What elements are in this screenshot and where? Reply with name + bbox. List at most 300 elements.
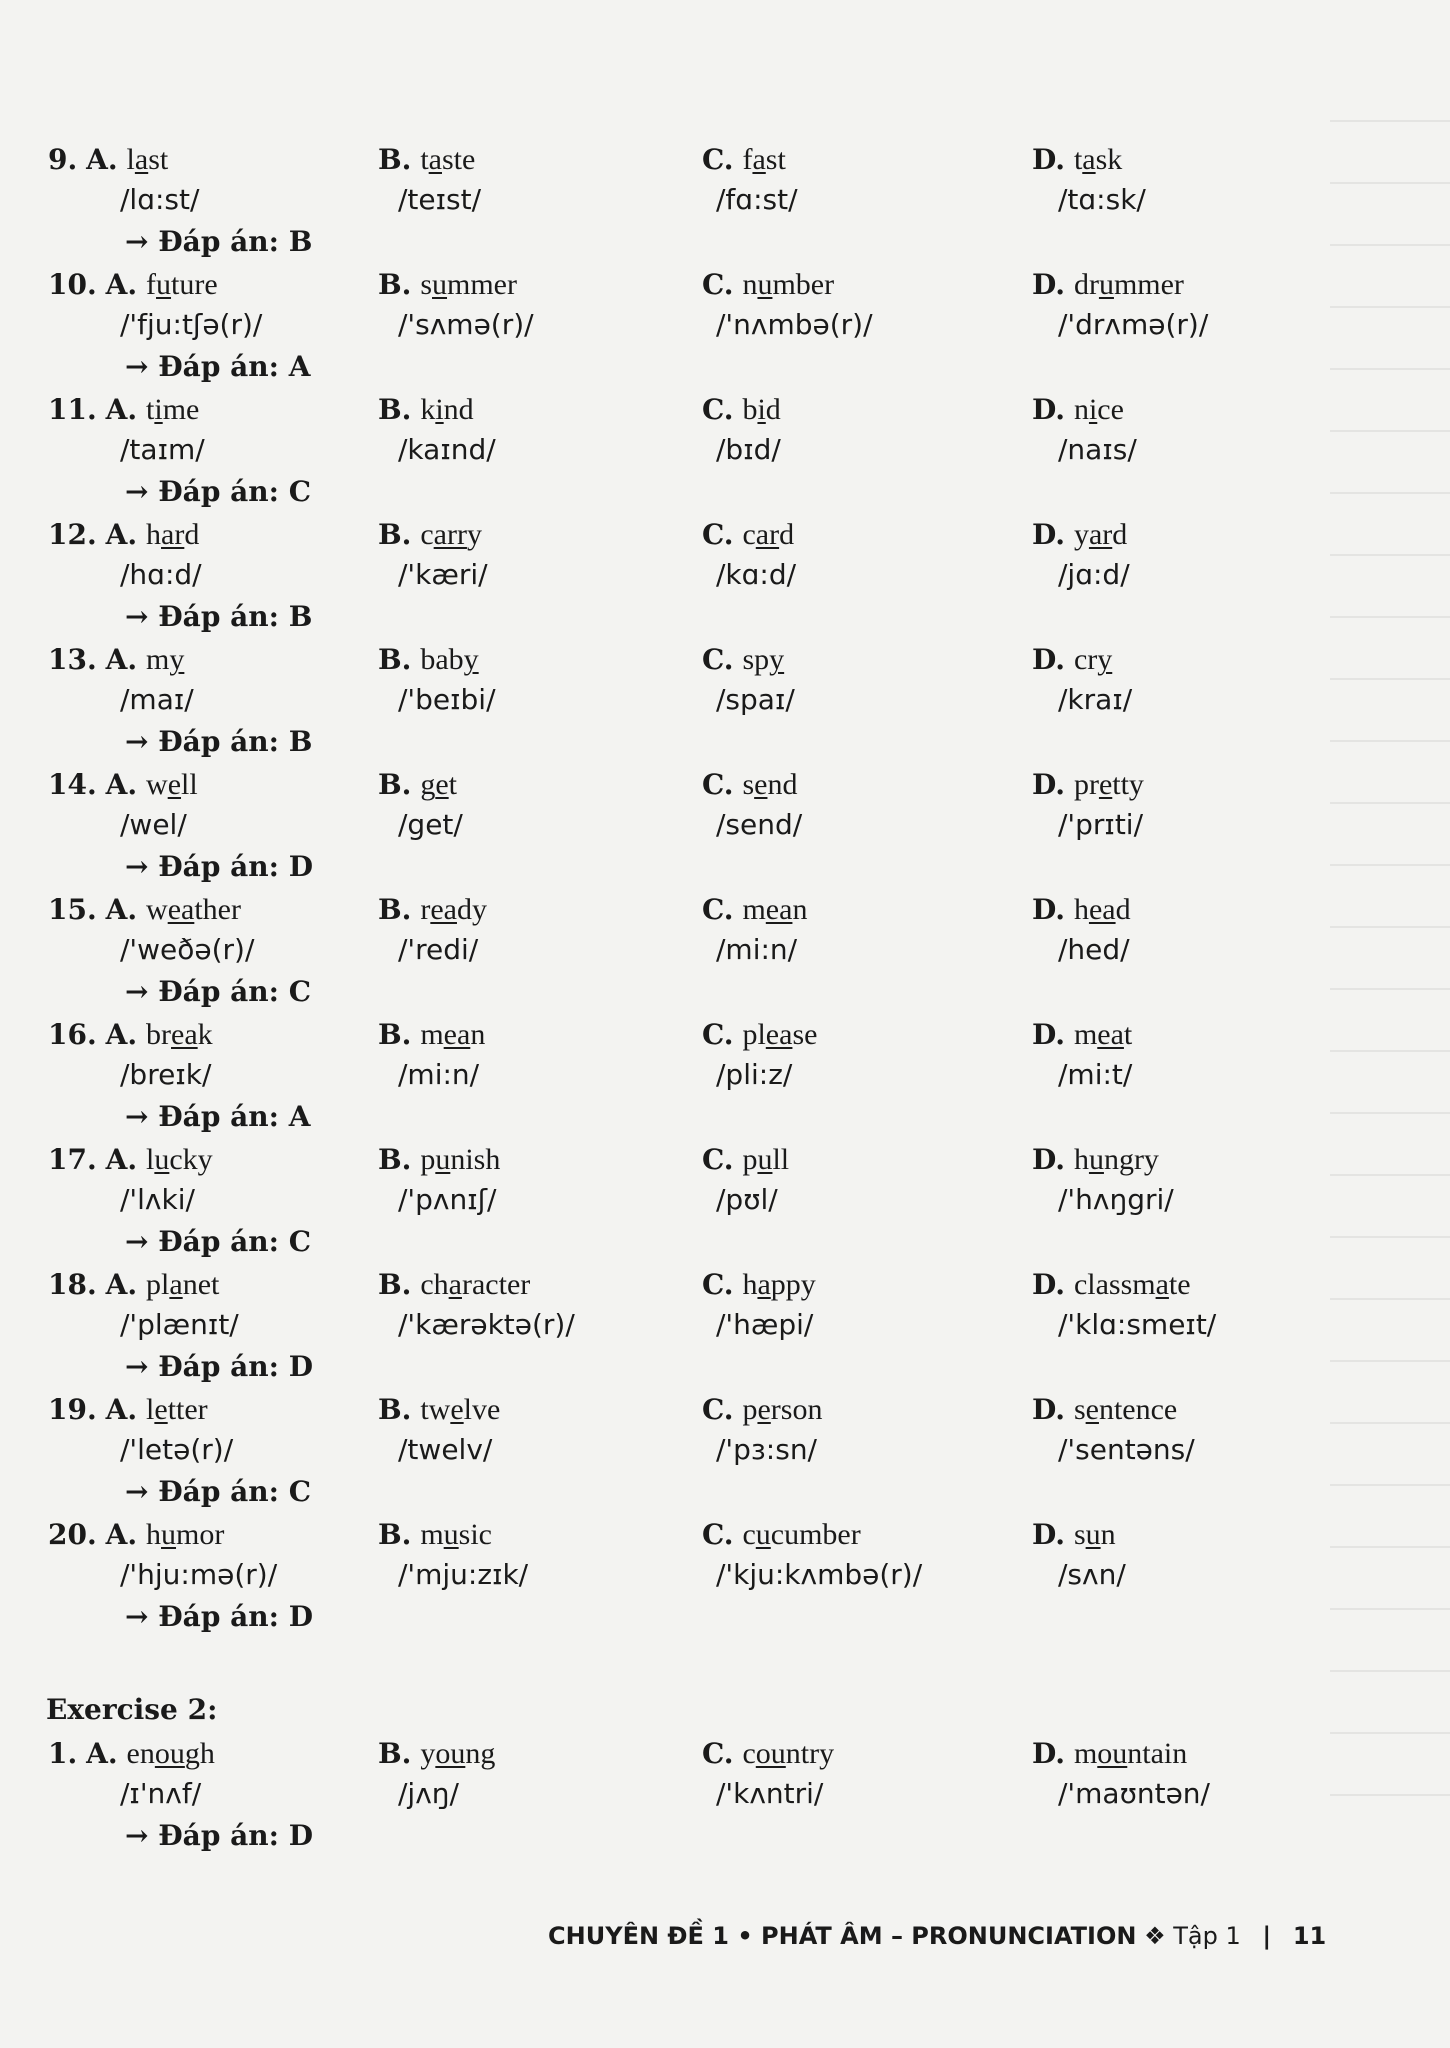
word-suffix: sic: [458, 1518, 492, 1551]
answer-line: → Đáp án: A: [125, 1100, 311, 1133]
ipa-transcription: /kraɪ/: [1058, 683, 1133, 716]
word-prefix: w: [146, 768, 168, 801]
word-prefix: p: [742, 1143, 758, 1176]
word-suffix: k: [197, 1018, 213, 1051]
answer-line: → Đáp án: C: [125, 975, 312, 1008]
option-d: [1032, 515, 1127, 555]
ipa-transcription: /breɪk/: [120, 1058, 212, 1091]
word-prefix: c: [742, 1737, 756, 1770]
option-label: B.: [378, 1268, 412, 1301]
option-word: [420, 1143, 500, 1176]
option-label: A.: [105, 1268, 138, 1301]
word-suffix: rson: [770, 1393, 823, 1426]
answer-line: → Đáp án: D: [125, 1600, 314, 1633]
ipa-transcription: /sʌn/: [1058, 1558, 1126, 1591]
option-a: [48, 265, 218, 305]
underlined-letters: ar: [1088, 518, 1113, 551]
underlined-letters: y: [169, 643, 185, 676]
ipa-transcription: /'letə(r)/: [120, 1433, 234, 1466]
ipa-transcription: /get/: [398, 808, 463, 841]
underlined-letters: a: [752, 143, 766, 176]
option-word: [146, 518, 199, 551]
ipa-transcription: /wel/: [120, 808, 187, 841]
option-b: [378, 1734, 495, 1774]
question-block: [0, 890, 1450, 1015]
question-block: [0, 1140, 1450, 1265]
option-c: [702, 1015, 817, 1055]
word-suffix: net: [182, 1268, 220, 1301]
ipa-transcription: /ɪ'nʌf/: [120, 1777, 202, 1810]
option-b: [378, 765, 457, 805]
ipa-transcription: /mi:t/: [1058, 1058, 1133, 1091]
answer-line: → Đáp án: A: [125, 350, 311, 383]
ipa-transcription: /send/: [716, 808, 803, 841]
underlined-letters: y: [463, 643, 479, 676]
option-label: D.: [1032, 643, 1066, 676]
question-block: [0, 140, 1450, 265]
word-suffix: tty: [1112, 768, 1144, 801]
word-prefix: cr: [1073, 643, 1098, 676]
word-prefix: c: [420, 518, 434, 551]
ipa-transcription: /hɑ:d/: [120, 558, 202, 591]
word-prefix: tw: [420, 1393, 451, 1426]
option-d: [1032, 1265, 1191, 1305]
ipa-transcription: /lɑ:st/: [120, 183, 200, 216]
underlined-letters: e: [154, 1393, 168, 1426]
option-a: [48, 765, 198, 805]
answer-line: → Đáp án: D: [125, 850, 314, 883]
word-suffix: lve: [463, 1393, 501, 1426]
option-word: [146, 393, 199, 426]
word-prefix: l: [126, 143, 135, 176]
word-prefix: h: [1073, 1143, 1089, 1176]
word-suffix: sk: [1095, 143, 1123, 176]
option-b: [378, 1140, 500, 1180]
word-suffix: st: [765, 143, 786, 176]
ipa-transcription: /kɑ:d/: [716, 558, 797, 591]
option-c: [702, 640, 784, 680]
word-prefix: pr: [1073, 768, 1099, 801]
word-suffix: ther: [194, 893, 241, 926]
word-prefix: n: [742, 268, 758, 301]
option-word: [1074, 1737, 1187, 1770]
option-label: D.: [1032, 393, 1066, 426]
word-suffix: y: [466, 518, 482, 551]
ipa-transcription: /'drʌmə(r)/: [1058, 308, 1209, 341]
word-suffix: n: [1100, 1518, 1116, 1551]
underlined-letters: a: [1155, 1268, 1169, 1301]
option-b: [378, 1515, 492, 1555]
word-prefix: dr: [1073, 268, 1099, 301]
option-word: [742, 1268, 815, 1301]
option-label: B.: [378, 893, 412, 926]
underlined-letters: u: [1085, 1518, 1101, 1551]
ipa-transcription: /kaɪnd/: [398, 433, 496, 466]
word-prefix: h: [1073, 893, 1089, 926]
option-word: [1074, 268, 1184, 301]
option-label: C.: [702, 1143, 734, 1176]
underlined-letters: e: [754, 768, 768, 801]
option-word: [420, 1018, 485, 1051]
underlined-letters: ea: [430, 893, 457, 926]
underlined-letters: ou: [154, 1737, 185, 1770]
word-prefix: r: [420, 893, 431, 926]
option-label: C.: [702, 393, 734, 426]
option-d: [1032, 1015, 1132, 1055]
question-number: 16.: [48, 1018, 97, 1051]
option-label: B.: [378, 1018, 412, 1051]
option-label: A.: [86, 1737, 118, 1770]
ipa-transcription: /pli:z/: [716, 1058, 793, 1091]
option-c: [702, 1140, 789, 1180]
option-word: [1074, 893, 1131, 926]
word-suffix: t: [448, 768, 457, 801]
underlined-letters: a: [169, 1268, 183, 1301]
option-word: [420, 393, 473, 426]
ipa-transcription: /fɑ:st/: [716, 183, 798, 216]
ipa-transcription: /'kæri/: [398, 558, 488, 591]
word-suffix: mor: [176, 1518, 225, 1551]
word-prefix: s: [1073, 1518, 1086, 1551]
ipa-transcription: /tɑ:sk/: [1058, 183, 1146, 216]
option-word: [420, 643, 478, 676]
word-prefix: pl: [742, 1018, 766, 1051]
option-c: [702, 140, 786, 180]
ipa-transcription: /mi:n/: [398, 1058, 480, 1091]
underlined-letters: u: [757, 1143, 773, 1176]
word-suffix: tter: [167, 1393, 208, 1426]
option-word: [742, 643, 784, 676]
option-label: D.: [1032, 268, 1066, 301]
ipa-transcription: /naɪs/: [1058, 433, 1137, 466]
word-prefix: m: [146, 643, 170, 676]
option-b: [378, 515, 482, 555]
word-prefix: sp: [742, 643, 770, 676]
underlined-letters: e: [757, 1393, 771, 1426]
option-word: [742, 1518, 860, 1551]
option-d: [1032, 765, 1144, 805]
underlined-letters: ea: [1088, 893, 1116, 926]
ipa-transcription: /'sʌmə(r)/: [398, 308, 534, 341]
exercise-2-title: Exercise 2:: [46, 1693, 218, 1726]
underlined-letters: u: [1098, 268, 1114, 301]
option-word: [1074, 1393, 1177, 1426]
option-label: B.: [378, 1737, 412, 1770]
footer-separator: |: [1262, 1922, 1272, 1950]
underlined-letters: arr: [433, 518, 467, 551]
option-label: A.: [86, 143, 118, 176]
option-word: [1074, 1518, 1116, 1551]
option-label: A.: [105, 518, 138, 551]
question-number: 1.: [48, 1737, 78, 1770]
word-prefix: s: [1073, 1393, 1086, 1426]
word-suffix: ll: [181, 768, 198, 801]
underlined-letters: ea: [167, 893, 195, 926]
word-prefix: h: [146, 1518, 162, 1551]
word-prefix: m: [1073, 1737, 1098, 1770]
option-word: [742, 518, 794, 551]
option-c: [702, 390, 781, 430]
question-number: 10.: [48, 268, 97, 301]
answer-line: → Đáp án: D: [125, 1819, 314, 1852]
option-a: [48, 1515, 224, 1555]
word-prefix: b: [742, 393, 758, 426]
word-suffix: ntain: [1127, 1737, 1188, 1770]
underlined-letters: a: [134, 143, 149, 176]
word-prefix: t: [420, 143, 429, 176]
word-prefix: k: [420, 393, 436, 426]
ipa-transcription: /teɪst/: [398, 183, 482, 216]
option-label: A.: [105, 1143, 138, 1176]
word-prefix: h: [742, 1268, 758, 1301]
question-block: [0, 1734, 1450, 1859]
question-block: [0, 765, 1450, 890]
underlined-letters: ea: [171, 1018, 198, 1051]
ipa-transcription: /'pʌnɪʃ/: [398, 1183, 497, 1216]
ipa-transcription: /'kju:kʌmbə(r)/: [716, 1558, 923, 1591]
option-word: [420, 768, 457, 801]
ipa-transcription: /taɪm/: [120, 433, 205, 466]
question-number: 20.: [48, 1518, 97, 1551]
word-suffix: ppy: [770, 1268, 816, 1301]
word-suffix: t: [1123, 1018, 1133, 1051]
option-word: [420, 893, 487, 926]
answer-line: → Đáp án: C: [125, 1225, 312, 1258]
option-label: A.: [105, 1518, 138, 1551]
underlined-letters: a: [448, 1268, 462, 1301]
option-word: [420, 1268, 530, 1301]
option-label: C.: [702, 1018, 734, 1051]
footer-volume: ❖ Tập 1: [1144, 1922, 1241, 1950]
underlined-letters: a: [1082, 143, 1096, 176]
ipa-transcription: /'redi/: [398, 933, 479, 966]
option-d: [1032, 640, 1112, 680]
underlined-letters: i: [757, 393, 766, 426]
word-suffix: n: [470, 1018, 486, 1051]
option-label: B.: [378, 268, 412, 301]
word-suffix: nd: [443, 393, 474, 426]
option-word: [146, 1268, 219, 1301]
question-number: 12.: [48, 518, 97, 551]
option-label: A.: [105, 393, 138, 426]
underlined-letters: ea: [443, 1018, 471, 1051]
option-word: [420, 1737, 495, 1770]
word-prefix: m: [1073, 1018, 1098, 1051]
underlined-letters: e: [1098, 768, 1113, 801]
option-c: [702, 1390, 822, 1430]
ipa-transcription: /jʌŋ/: [398, 1777, 459, 1810]
ipa-transcription: /'prɪti/: [1058, 808, 1144, 841]
option-label: B.: [378, 1518, 412, 1551]
question-number: 15.: [48, 893, 97, 926]
option-label: B.: [378, 768, 412, 801]
word-suffix: ll: [772, 1143, 790, 1176]
option-word: [146, 1518, 224, 1551]
option-b: [378, 1265, 530, 1305]
answer-line: → Đáp án: B: [125, 225, 313, 258]
question-block: [0, 1015, 1450, 1140]
option-label: D.: [1032, 1018, 1066, 1051]
word-prefix: h: [146, 518, 162, 551]
answer-line: → Đáp án: D: [125, 1350, 314, 1383]
option-word: [1074, 1018, 1132, 1051]
word-suffix: nd: [767, 768, 798, 801]
word-prefix: c: [742, 1518, 756, 1551]
option-d: [1032, 390, 1124, 430]
underlined-letters: u: [161, 1518, 177, 1551]
option-d: [1032, 265, 1184, 305]
option-c: [702, 1515, 861, 1555]
option-word: [420, 143, 475, 176]
option-word: [1074, 1268, 1191, 1301]
underlined-letters: y: [769, 643, 785, 676]
option-word: [420, 1393, 500, 1426]
option-d: [1032, 140, 1122, 180]
option-a: [48, 390, 199, 430]
underlined-letters: ou: [1097, 1737, 1128, 1770]
underlined-letters: u: [443, 1518, 459, 1551]
option-label: A.: [105, 1018, 138, 1051]
option-word: [146, 1018, 213, 1051]
option-a: [48, 890, 241, 930]
option-label: C.: [702, 143, 734, 176]
word-suffix: d: [184, 518, 200, 551]
option-word: [742, 393, 780, 426]
word-suffix: cky: [169, 1143, 213, 1176]
word-prefix: l: [146, 1393, 155, 1426]
word-prefix: p: [420, 1143, 436, 1176]
word-suffix: ste: [442, 143, 476, 176]
word-suffix: cumber: [770, 1518, 861, 1551]
answer-line: → Đáp án: C: [125, 475, 312, 508]
word-prefix: f: [146, 268, 157, 301]
option-word: [742, 768, 797, 801]
option-label: D.: [1032, 1737, 1066, 1770]
option-word: [1074, 768, 1144, 801]
option-word: [146, 1393, 208, 1426]
ipa-transcription: /jɑ:d/: [1058, 558, 1130, 591]
option-word: [742, 1393, 822, 1426]
option-label: A.: [105, 893, 138, 926]
option-a: [48, 515, 199, 555]
option-word: [1074, 518, 1127, 551]
answer-line: → Đáp án: B: [125, 600, 313, 633]
option-label: C.: [702, 1393, 734, 1426]
option-d: [1032, 1140, 1159, 1180]
question-number: 11.: [48, 393, 97, 426]
underlined-letters: u: [156, 268, 172, 301]
word-prefix: m: [420, 1018, 444, 1051]
option-word: [742, 893, 807, 926]
option-label: D.: [1032, 1393, 1066, 1426]
word-prefix: m: [742, 893, 766, 926]
option-word: [420, 518, 482, 551]
option-word: [742, 268, 834, 301]
word-suffix: n: [792, 893, 808, 926]
word-prefix: br: [146, 1018, 172, 1051]
option-label: C.: [702, 643, 734, 676]
option-label: D.: [1032, 1518, 1066, 1551]
answer-line: → Đáp án: C: [125, 1475, 312, 1508]
option-label: C.: [702, 1268, 734, 1301]
ipa-transcription: /'hju:mə(r)/: [120, 1558, 278, 1591]
word-prefix: g: [420, 768, 436, 801]
underlined-letters: u: [757, 268, 773, 301]
option-label: C.: [702, 518, 734, 551]
option-label: A.: [105, 768, 138, 801]
question-block: [0, 1515, 1450, 1640]
underlined-letters: i: [1088, 393, 1098, 426]
underlined-letters: ea: [765, 893, 793, 926]
option-a: [48, 1734, 215, 1774]
word-prefix: pl: [146, 1268, 170, 1301]
underlined-letters: ea: [765, 1018, 793, 1051]
ipa-transcription: /hed/: [1058, 933, 1130, 966]
option-label: D.: [1032, 518, 1066, 551]
underlined-letters: a: [757, 1268, 771, 1301]
ipa-transcription: /'nʌmbə(r)/: [716, 308, 873, 341]
option-label: B.: [378, 1143, 412, 1176]
word-prefix: t: [146, 393, 155, 426]
word-suffix: ngry: [1103, 1143, 1159, 1176]
underlined-letters: e: [435, 768, 449, 801]
option-label: B.: [378, 393, 412, 426]
question-number: 13.: [48, 643, 97, 676]
question-number: 17.: [48, 1143, 97, 1176]
underlined-letters: e: [1085, 1393, 1099, 1426]
ipa-transcription: /maɪ/: [120, 683, 194, 716]
option-d: [1032, 1390, 1177, 1430]
word-prefix: bab: [420, 643, 464, 676]
word-suffix: te: [1168, 1268, 1191, 1301]
option-b: [378, 1015, 485, 1055]
ipa-transcription: /'kʌntri/: [716, 1777, 824, 1810]
option-b: [378, 265, 517, 305]
option-word: [1074, 143, 1122, 176]
option-label: B.: [378, 143, 412, 176]
underlined-letters: ar: [161, 518, 185, 551]
question-block: [0, 640, 1450, 765]
ipa-transcription: /twelv/: [398, 1433, 493, 1466]
word-suffix: nish: [450, 1143, 501, 1176]
underlined-letters: e: [450, 1393, 464, 1426]
option-d: [1032, 1734, 1187, 1774]
option-word: [742, 143, 785, 176]
option-b: [378, 1390, 500, 1430]
word-prefix: n: [1073, 393, 1089, 426]
option-b: [378, 640, 479, 680]
word-suffix: se: [792, 1018, 818, 1051]
ipa-transcription: /'fju:tʃə(r)/: [120, 308, 263, 341]
option-label: C.: [702, 893, 734, 926]
option-b: [378, 390, 474, 430]
underlined-letters: e: [167, 768, 182, 801]
option-label: A.: [105, 268, 138, 301]
option-word: [420, 268, 517, 301]
word-prefix: en: [126, 1737, 155, 1770]
word-prefix: y: [1073, 518, 1089, 551]
underlined-letters: ea: [1097, 1018, 1124, 1051]
option-c: [702, 1265, 816, 1305]
option-c: [702, 265, 834, 305]
option-label: D.: [1032, 768, 1066, 801]
ipa-transcription: /'kærəktə(r)/: [398, 1308, 575, 1341]
question-number: 9.: [48, 143, 78, 176]
option-d: [1032, 890, 1131, 930]
word-suffix: dy: [456, 893, 487, 926]
footer-title: CHUYÊN ĐỀ 1 • PHÁT ÂM – PRONUNCIATION: [548, 1922, 1137, 1950]
word-prefix: l: [146, 1143, 155, 1176]
